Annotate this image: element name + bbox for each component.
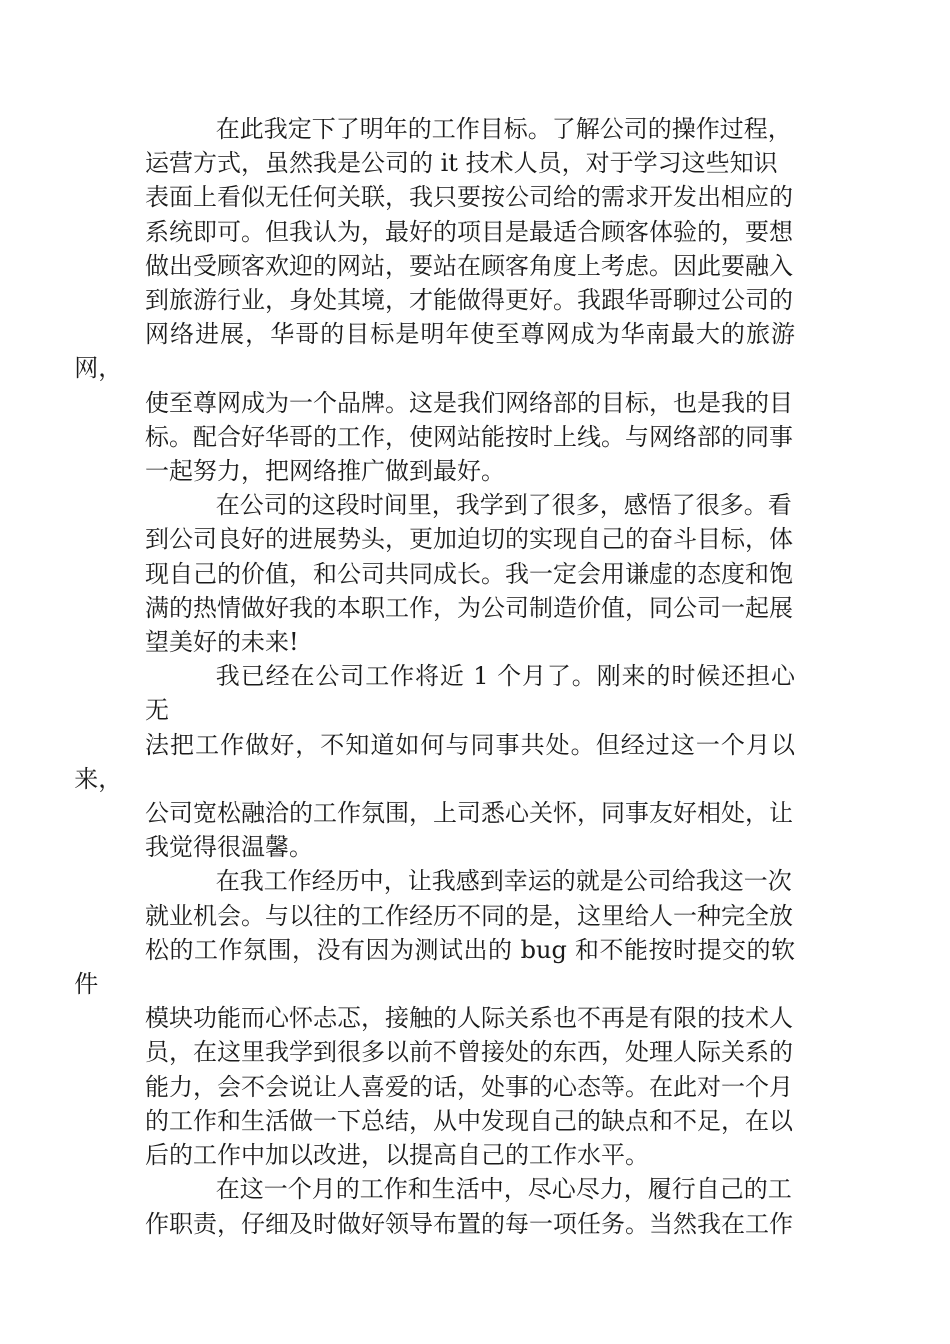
text-line: 松的工作氛围，没有因为测试出的 bug 和不能按时提交的软件 (74, 935, 795, 999)
text-line: 到公司良好的进展势头，更加迫切的实现自己的奋斗目标，体 (145, 525, 793, 554)
text-line: 在此我定下了明年的工作目标。了解公司的操作过程， (215, 115, 792, 143)
text-line: 表面上看似无任何关联，我只要按公司给的需求开发出相应的 (145, 183, 793, 212)
text-line: 模块功能而心怀忐忑，接触的人际关系也不再是有限的技术人 (145, 1004, 793, 1033)
paragraph (74, 112, 795, 488)
text-line: 在我工作经历中，让我感到幸运的就是公司给我这一次 (215, 867, 792, 896)
text-line: 现自己的价值，和公司共同成长。我一定会用谦虚的态度和饱 (145, 559, 793, 588)
paragraph (145, 488, 795, 659)
text-line: 做出受顾客欢迎的网站，要站在顾客角度上考虑。因此要融入 (145, 251, 793, 280)
text-line: 能力，会不会说让人喜爱的话，处事的心态等。在此对一个月 (145, 1072, 793, 1101)
text-line: 系统即可。但我认为，最好的项目是最适合顾客体验的，要想 (145, 217, 793, 246)
text-line: 作职责，仔细及时做好领导布置的每一项任务。当然我在工作 (145, 1209, 793, 1238)
text-line: 在这一个月的工作和生活中，尽心尽力，履行自己的工 (215, 1175, 792, 1204)
text-line: 使至尊网成为一个品牌。这是我们网络部的目标，也是我的目 (145, 388, 793, 417)
text-line: 一起努力，把网络推广做到最好。 (145, 457, 505, 486)
text-line: 我已经在公司工作将近 1 个月了。刚来的时候还担心无 (145, 662, 795, 725)
text-line: 就业机会。与以往的工作经历不同的是，这里给人一种完全放 (145, 901, 793, 930)
text-line: 后的工作中加以改进，以提高自己的工作水平。 (145, 1141, 649, 1170)
text-line: 标。配合好华哥的工作，使网站能按时上线。与网络部的同事 (145, 422, 793, 451)
text-line: 到旅游行业，身处其境，才能做得更好。我跟华哥聊过公司的 (145, 286, 793, 315)
text-line: 公司宽松融洽的工作氛围，上司悉心关怀，同事友好相处，让 (145, 799, 793, 828)
paragraph (145, 1172, 795, 1240)
text-line: 员，在这里我学到很多以前不曾接处的东西，处理人际关系的 (145, 1038, 793, 1067)
text-line: 网络进展，华哥的目标是明年使至尊网成为华南最大的旅游网， (74, 320, 795, 383)
text-line: 我觉得很温馨。 (145, 833, 313, 862)
paragraph (74, 659, 795, 864)
paragraph (74, 864, 795, 1172)
document-body (74, 112, 795, 1241)
text-line: 法把工作做好，不知道如何与同事共处。但经过这一个月以来， (74, 730, 795, 793)
text-line: 运营方式，虽然我是公司的 it 技术人员，对于学习这些知识 (145, 149, 778, 178)
text-line: 的工作和生活做一下总结，从中发现自己的缺点和不足，在以 (145, 1106, 793, 1135)
text-line: 满的热情做好我的本职工作，为公司制造价值，同公司一起展 (145, 593, 793, 622)
text-line: 望美好的未来! (145, 628, 299, 657)
text-line: 在公司的这段时间里，我学到了很多，感悟了很多。看 (215, 491, 792, 520)
